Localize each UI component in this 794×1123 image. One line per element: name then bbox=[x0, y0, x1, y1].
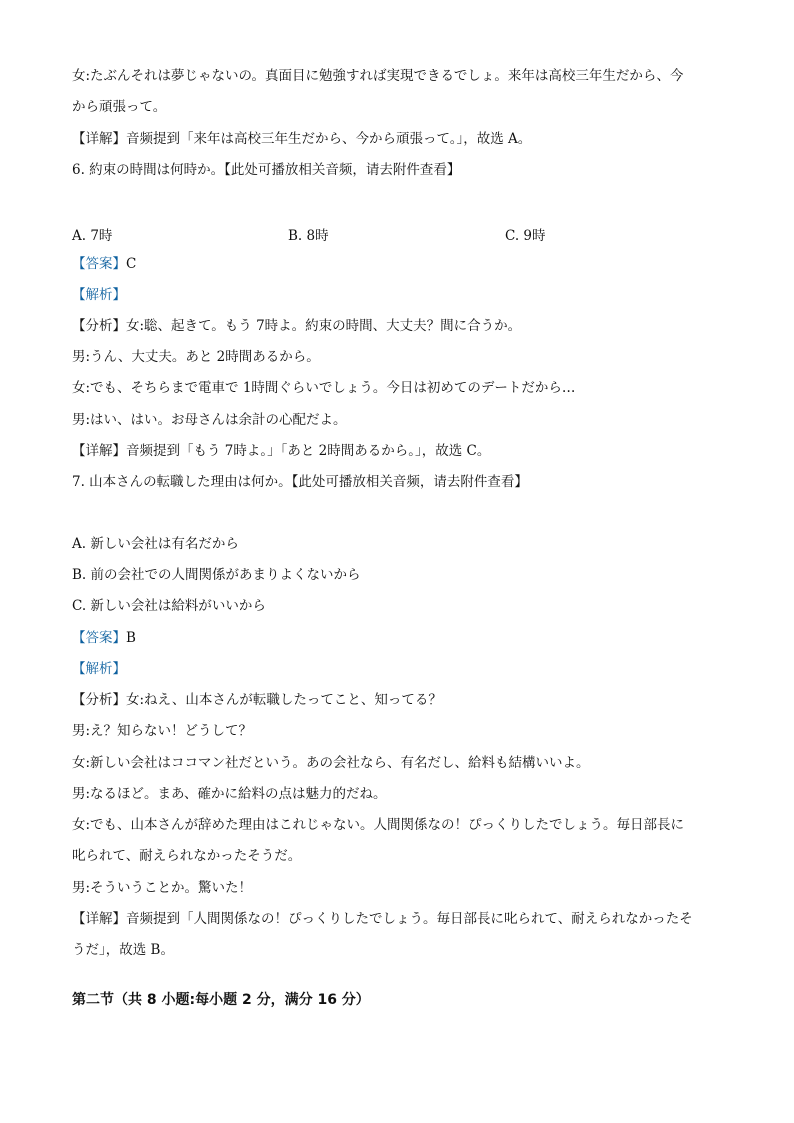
q7-dialog-7: 男:そういうことか。驚いた！ bbox=[72, 880, 253, 896]
q6-analysis-line-1 bbox=[72, 317, 521, 335]
q6-option-a[interactable]: A. 7時 bbox=[72, 228, 113, 244]
q6-options bbox=[72, 224, 722, 242]
q6-analysis-label: 【分析】 bbox=[72, 318, 126, 334]
q7-detail-2: うだ」，故选 B。 bbox=[72, 942, 174, 958]
q6-analysis-tag: 【解析】 bbox=[72, 287, 126, 303]
q7-answer bbox=[72, 629, 136, 647]
q6-option-c[interactable]: C. 9時 bbox=[505, 228, 546, 244]
q5-detail: 【详解】音频提到「来年は高校三年生だから、今から頑張って。」，故选 A。 bbox=[72, 131, 532, 147]
q7-dialog-4: 男:なるほど。まあ、確かに給料の点は魅力的だね。 bbox=[72, 786, 387, 802]
q7-option-b[interactable]: B. 前の会社での人間関係があまりよくないから bbox=[72, 567, 361, 583]
q7-dialog-3: 女:新しい会社はココマン社だという。あの会社なら、有名だし、給料も結構いいよ。 bbox=[72, 755, 590, 771]
q7-answer-value: B bbox=[126, 630, 136, 646]
q7-option-c[interactable]: C. 新しい会社は給料がいいから bbox=[72, 598, 266, 614]
q6-detail: 【详解】音频提到「もう 7時よ。」「あと 2時間あるから。」，故选 C。 bbox=[72, 443, 491, 459]
q6-dialog-2: 男:うん、大丈夫。あと 2時間あるから。 bbox=[72, 349, 320, 365]
intro-line-1: 女:たぶんそれは夢じゃないの。真面目に勉強すれば実現できるでしょ。来年は高校三年生だから、今 bbox=[72, 68, 684, 84]
q6-question: 6. 約束の時間は何時か。【此处可播放相关音频，请去附件查看】 bbox=[72, 162, 461, 178]
intro-line-2: から頑張って。 bbox=[72, 99, 167, 115]
q7-answer-tag: 【答案】 bbox=[72, 630, 126, 646]
q6-answer bbox=[72, 255, 136, 273]
q7-analysis-label: 【分析】 bbox=[72, 692, 126, 708]
q7-question: 7. 山本さんの転職した理由は何か。【此处可播放相关音频，请去附件查看】 bbox=[72, 474, 528, 490]
q6-dialog-3: 女:でも、そちらまで電車で 1時間ぐらいでしょう。今日は初めてのデートだから… bbox=[72, 380, 576, 396]
q6-answer-tag: 【答案】 bbox=[72, 256, 126, 272]
q6-option-b[interactable]: B. 8時 bbox=[288, 228, 329, 244]
q7-analysis-line-1 bbox=[72, 691, 442, 709]
section-heading: 第二节（共 8 小题:每小题 2 分，满分 16 分） bbox=[72, 992, 370, 1008]
q7-detail-1: 【详解】音频提到「人間関係なの！ぴっくりしたでしょう。毎日部長に叱られて、耐えられなかったそ bbox=[72, 911, 693, 927]
q6-answer-value: C bbox=[126, 256, 137, 272]
q6-dialog-4: 男:はい、はい。お母さんは余計の心配だよ。 bbox=[72, 412, 347, 428]
q7-dialog-6: 叱られて、耐えられなかったそうだ。 bbox=[72, 848, 302, 864]
q7-dialog-2: 男:え？知らない！どうして？ bbox=[72, 723, 253, 739]
q7-analysis-tag: 【解析】 bbox=[72, 661, 126, 677]
q6-dialog-1: 女:聡、起きて。もう 7時よ。約束の時間、大丈夫？間に合うか。 bbox=[126, 318, 522, 334]
q7-dialog-5: 女:でも、山本さんが辞めた理由はこれじゃない。人間関係なの！ぴっくりしたでしょう。毎日部長に bbox=[72, 817, 685, 833]
q7-option-a[interactable]: A. 新しい会社は有名だから bbox=[72, 536, 239, 552]
q7-dialog-1: 女:ねえ、山本さんが転職したってこと、知ってる？ bbox=[126, 692, 442, 708]
